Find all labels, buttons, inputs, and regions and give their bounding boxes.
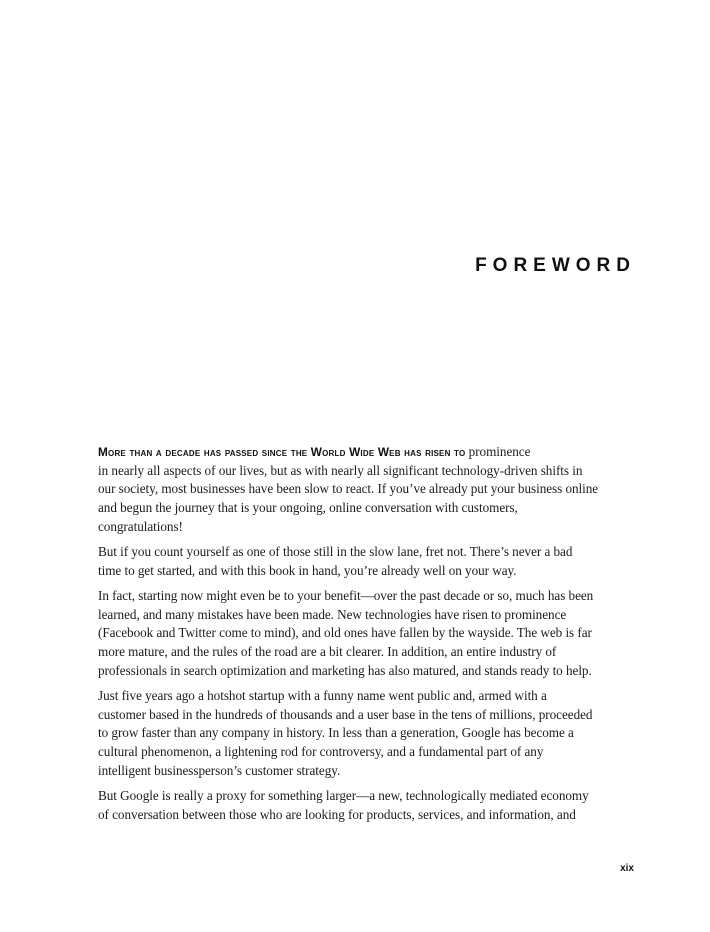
text-line: But Google is really a proxy for something larger—a new, technologically mediated economy xyxy=(98,787,589,803)
paragraph xyxy=(98,687,638,781)
text-line: cultural phenomenon, a lightening rod for controversy, and a fundamental part of any xyxy=(98,744,544,760)
paragraph xyxy=(98,787,638,824)
text-line: intelligent businessperson’s customer strategy. xyxy=(98,762,341,778)
text-line: professionals in search optimization and marketing has also matured, and stands ready to help. xyxy=(98,662,592,678)
text-line: congratulations! xyxy=(98,518,183,534)
text-line-rest: prominence xyxy=(465,444,531,459)
text-line: and begun the journey that is your ongoing, online conversation with customers, xyxy=(98,500,518,516)
paragraph xyxy=(98,543,638,580)
text-line: of conversation between those who are looking for products, services, and information, and xyxy=(98,806,576,822)
text-line: in nearly all aspects of our lives, but as with nearly all significant technology-driven shifts in xyxy=(98,462,583,478)
smallcaps-opener: More than a decade has passed since the World Wide Web has risen to xyxy=(98,445,466,459)
page-number: xix xyxy=(620,863,634,874)
paragraph xyxy=(98,587,638,681)
text-line: our society, most businesses have been slow to react. If you’ve already put your business online xyxy=(98,481,599,497)
text-line: to grow faster than any company in history. In less than a generation, Google has become a xyxy=(98,725,574,741)
text-line: more mature, and the rules of the road are a bit clearer. In addition, an entire industry of xyxy=(98,644,557,660)
foreword-heading: FOREWORD xyxy=(475,255,636,276)
text-line: learned, and many mistakes have been made. New technologies have risen to prominence xyxy=(98,606,567,622)
text-line: In fact, starting now might even be to your benefit—over the past decade or so, much has been xyxy=(98,587,594,603)
text-line: customer based in the hundreds of thousands and a user base in the tens of millions, proceeded xyxy=(98,706,593,722)
paragraph xyxy=(98,443,638,537)
text-line: (Facebook and Twitter come to mind), and old ones have fallen by the wayside. The web is far xyxy=(98,625,592,641)
foreword-body xyxy=(98,443,638,831)
text-line: time to get started, and with this book in hand, you’re already well on your way. xyxy=(98,562,517,578)
text-line xyxy=(98,443,638,462)
text-line: But if you count yourself as one of those still in the slow lane, fret not. There’s never a bad xyxy=(98,544,573,560)
text-line: Just five years ago a hotshot startup with a funny name went public and, armed with a xyxy=(98,687,547,703)
